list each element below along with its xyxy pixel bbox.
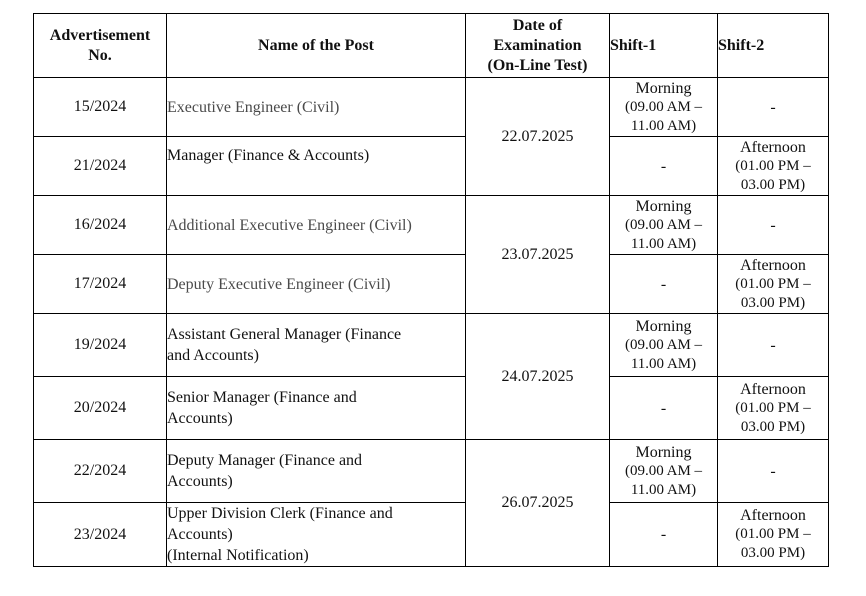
post-name xyxy=(167,137,466,196)
shift-1-cell xyxy=(610,78,718,137)
shift-time-end: 03.00 PM) xyxy=(740,176,806,193)
table-row xyxy=(34,314,829,377)
post-line: Deputy Manager (Finance and xyxy=(167,452,363,469)
post-line: and Accounts) xyxy=(167,347,259,364)
shift-label: Afternoon xyxy=(740,256,806,274)
table-row xyxy=(34,137,829,196)
shift-time-start: (01.00 PM – xyxy=(735,157,811,174)
shift-1-cell xyxy=(610,440,718,503)
post-name xyxy=(167,314,466,377)
table-row xyxy=(34,503,829,567)
shift-time-end: 11.00 AM) xyxy=(630,355,697,372)
post-line: (Internal Notification) xyxy=(167,547,309,564)
advertisement-no: 22/2024 xyxy=(34,440,167,503)
table-row xyxy=(34,377,829,440)
shift-time-end: 03.00 PM) xyxy=(740,294,806,311)
exam-date: 26.07.2025 xyxy=(466,440,610,567)
shift-time-start: (09.00 AM – xyxy=(624,336,703,353)
post-line: Manager (Finance & Accounts) xyxy=(167,147,370,164)
header-shift-2: Shift-2 xyxy=(718,14,829,78)
shift-time-start: (01.00 PM – xyxy=(735,526,811,542)
shift-time-end: 03.00 PM) xyxy=(740,545,806,561)
post-line: Accounts) xyxy=(167,526,233,543)
shift-time-end: 11.00 AM) xyxy=(630,235,697,252)
shift-1-cell: - xyxy=(610,137,718,196)
table-row xyxy=(34,255,829,314)
post-line: Assistant General Manager (Finance xyxy=(167,326,402,343)
shift-time-start: (09.00 AM – xyxy=(624,98,703,115)
exam-schedule-table xyxy=(33,13,829,567)
header-row xyxy=(34,14,829,78)
advertisement-no: 16/2024 xyxy=(34,196,167,255)
post-line: Accounts) xyxy=(167,473,233,490)
shift-1-cell: - xyxy=(610,503,718,567)
table-row xyxy=(34,440,829,503)
shift-1-cell xyxy=(610,196,718,255)
post-line: Deputy Executive Engineer (Civil) xyxy=(167,275,391,293)
header-advertisement-no xyxy=(34,14,167,78)
post-name xyxy=(167,377,466,440)
post-name xyxy=(167,78,466,137)
header-adv-line2: No. xyxy=(88,46,112,64)
header-name-of-post: Name of the Post xyxy=(167,14,466,78)
shift-label: Afternoon xyxy=(740,507,806,524)
table-row xyxy=(34,196,829,255)
advertisement-no: 17/2024 xyxy=(34,255,167,314)
exam-date: 24.07.2025 xyxy=(466,314,610,440)
shift-1-cell: - xyxy=(610,377,718,440)
shift-time-start: (01.00 PM – xyxy=(735,275,811,292)
post-name xyxy=(167,440,466,503)
header-date-line3: (On-Line Test) xyxy=(487,56,588,74)
shift-2-cell xyxy=(718,255,829,314)
advertisement-no: 15/2024 xyxy=(34,78,167,137)
shift-label: Afternoon xyxy=(740,380,806,398)
shift-2-cell xyxy=(718,377,829,440)
shift-label: Morning xyxy=(635,443,692,461)
header-date-line2: Examination xyxy=(493,36,582,54)
shift-label: Morning xyxy=(635,317,692,335)
shift-time-start: (09.00 AM – xyxy=(624,216,703,233)
shift-2-cell: - xyxy=(718,314,829,377)
header-shift-1: Shift-1 xyxy=(610,14,718,78)
shift-time-start: (01.00 PM – xyxy=(735,399,811,416)
post-line: Executive Engineer (Civil) xyxy=(167,98,340,116)
exam-date: 22.07.2025 xyxy=(466,78,610,196)
shift-label: Morning xyxy=(635,197,692,215)
shift-time-start: (09.00 AM – xyxy=(624,462,703,479)
post-name xyxy=(167,255,466,314)
header-adv-line1: Advertisement xyxy=(49,26,151,44)
post-name xyxy=(167,503,466,567)
post-name xyxy=(167,196,466,255)
advertisement-no: 20/2024 xyxy=(34,377,167,440)
post-line: Upper Division Clerk (Finance and xyxy=(167,505,393,522)
header-date-line1: Date of xyxy=(512,16,563,34)
shift-2-cell: - xyxy=(718,196,829,255)
advertisement-no: 23/2024 xyxy=(34,503,167,567)
post-line: Additional Executive Engineer (Civil) xyxy=(167,216,412,234)
exam-date: 23.07.2025 xyxy=(466,196,610,314)
shift-1-cell: - xyxy=(610,255,718,314)
shift-2-cell: - xyxy=(718,440,829,503)
shift-label: Afternoon xyxy=(740,138,806,156)
shift-time-end: 03.00 PM) xyxy=(740,418,806,435)
shift-time-end: 11.00 AM) xyxy=(630,117,697,134)
advertisement-no: 19/2024 xyxy=(34,314,167,377)
shift-label: Morning xyxy=(635,79,692,97)
shift-2-cell: - xyxy=(718,78,829,137)
shift-2-cell xyxy=(718,503,829,567)
advertisement-no: 21/2024 xyxy=(34,137,167,196)
post-line: Senior Manager (Finance and xyxy=(167,389,357,406)
header-date-of-examination xyxy=(466,14,610,78)
shift-time-end: 11.00 AM) xyxy=(630,481,697,498)
shift-2-cell xyxy=(718,137,829,196)
shift-1-cell xyxy=(610,314,718,377)
post-line: Accounts) xyxy=(167,410,233,427)
table-row xyxy=(34,78,829,137)
